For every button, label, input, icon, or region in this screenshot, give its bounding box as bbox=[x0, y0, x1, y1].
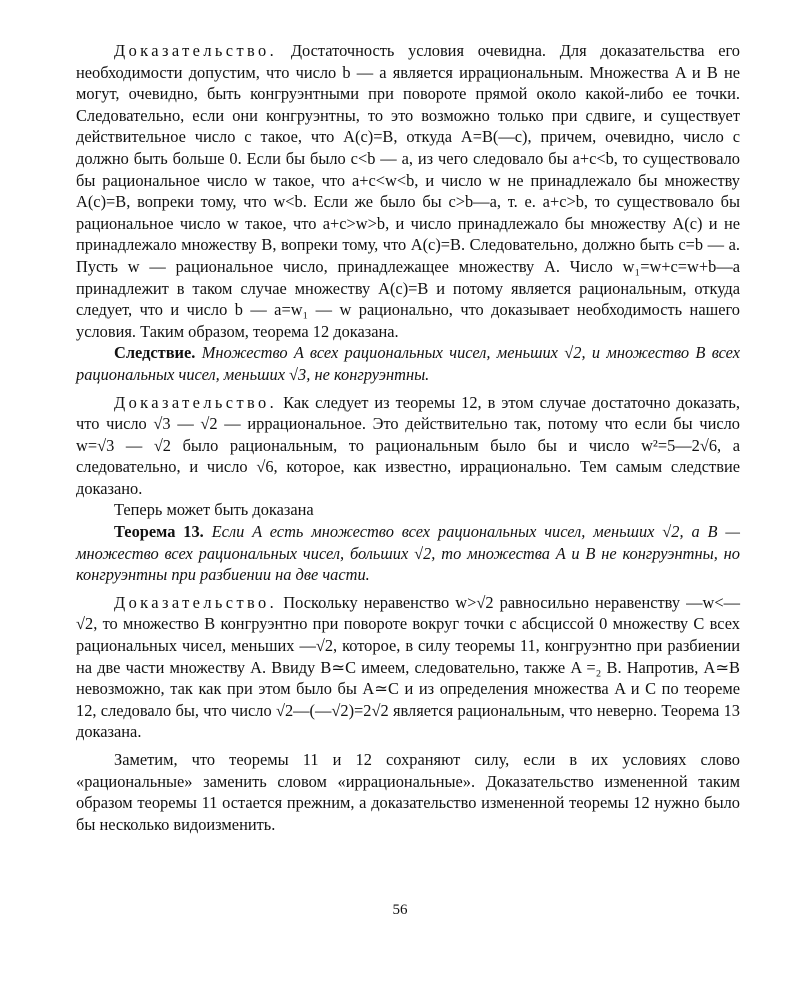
paragraph-text: Как следует из теоремы 12, в этом случае достаточно доказать, что число √3 — √2 — иррациональное. Это действительно так, потому что если бы число w=√3 — √2 было рациональным, то рациональным было бы и число w²=5—2√6, а следовательно, и число √6, которое, как известно, иррационально. Тем самым следствие доказано. bbox=[76, 392, 740, 498]
paragraph-text: Теперь может быть доказана bbox=[114, 500, 314, 520]
page-number: 56 bbox=[392, 902, 408, 918]
proof-lead: Доказательство. bbox=[114, 392, 278, 412]
proof-paragraph-2 bbox=[76, 392, 740, 500]
theorem-paragraph bbox=[76, 521, 740, 586]
paragraph-text: Заметим, что теоремы 11 и 12 сохраняют силу, если в их условиях слово «рациональные» заменить словом «иррациональные». Доказательство измененной таким образом теоремы 11 остается прежним, а доказательство измененной теоремы 12 нужно было бы несколько видоизменить. bbox=[76, 750, 740, 834]
paragraph-text: Поскольку неравенство w>√2 равносильно неравенству —w<—√2, то множество B конгруэнтно при повороте вокруг точки с абсциссой 0 множеству C всех рациональных чисел, меньших —√2, которое, в силу теоремы 11, конгруэнтно при разбиении на две части множеству A. Ввиду B≃C имеем, следовательно, также A =₂ B. Напротив, A≃B невозможно, так как при этом было бы A≃C и из определения множества A и C по теореме 12, следовало бы, что число √2—(—√2)=2√2 является рациональным, что неверно. Теорема 13 доказана. bbox=[76, 592, 740, 742]
theorem-lead: Теорема 13. bbox=[114, 522, 204, 542]
transition-paragraph bbox=[76, 499, 740, 521]
paragraph-text: Множество A всех рациональных чисел, меньших √2, и множество B всех рациональных чисел, меньших √3, не конгруэнтны. bbox=[76, 343, 740, 384]
proof-paragraph-3 bbox=[76, 592, 740, 743]
page-body bbox=[76, 40, 740, 835]
corollary-lead: Следствие. bbox=[114, 343, 196, 363]
proof-lead: Доказательство. bbox=[114, 41, 278, 60]
remark-paragraph bbox=[76, 749, 740, 835]
proof-lead: Доказательство. bbox=[114, 592, 278, 612]
proof-paragraph-1 bbox=[76, 40, 740, 342]
corollary-paragraph bbox=[76, 342, 740, 385]
paragraph-text: Достаточность условия очевидна. Для доказательства его необходимости допустим, что число b — a является иррациональным. Множества A и B не могут, очевидно, быть конгруэнтными при повороте прямой около какой-либо ее точки. Следовательно, если они конгруэнтны, то это возможно только при сдвиге, и существует действительное число c такое, что A(c)=B, откуда A=B(—c), причем, очевидно, число c должно быть больше 0. Если бы было c<b — a, из чего следовало бы a+c<b, то существовало бы рациональное число w такое, что a+c<w<b, и число w не принадлежало бы множеству A(c)=B, вопреки тому, что w<b. Если же было бы c>b—a, т. е. a+c>b, то существовало бы рациональное число w такое, что a+c>w>b, и число принадлежало бы множеству A(c) и не принадлежало множеству B, вопреки тому, что A(c)=B. Следовательно, должно быть c=b — a. Пусть w — рациональное число, принадлежащее множеству A. Число w₁=w+c=w+b—a принадлежит в таком случае множеству A(c)=B и потому является рациональным, откуда следует, что и число b — a=w₁ — w рационально, что доказывает необходимость нашего условия. Таким образом, теорема 12 доказана. bbox=[76, 41, 740, 341]
paragraph-text: Если A есть множество всех рациональных чисел, меньших √2, а B — множество всех рациональных чисел, больших √2, то множества A и B не конгруэнтны, но конгруэнтны при разбиении на две части. bbox=[76, 522, 740, 585]
